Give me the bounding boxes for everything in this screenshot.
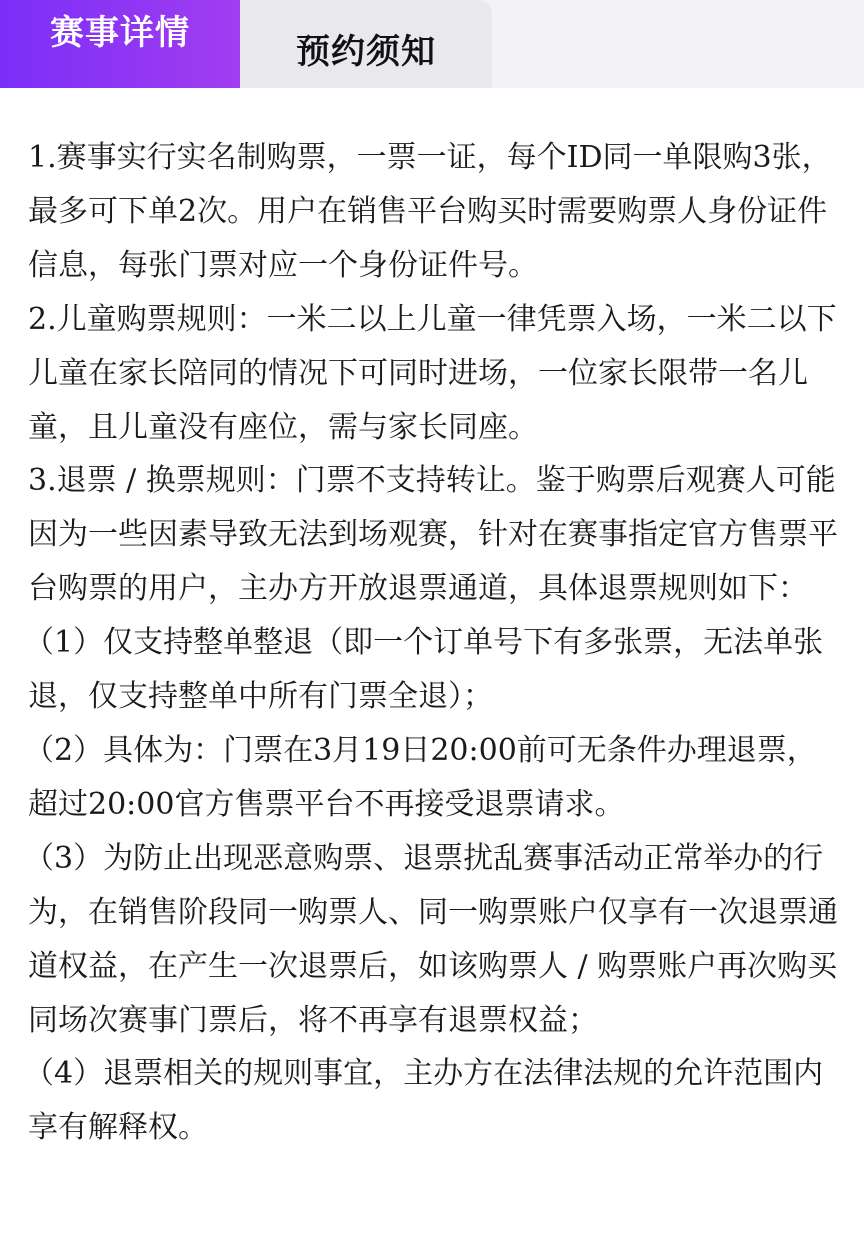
notice-refund-rule-4: （4）退票相关的规则事宜，主办方在法律法规的允许范围内享有解释权。: [24, 1056, 824, 1146]
tab-event-details[interactable]: [0, 0, 240, 88]
notice-refund-rule-2: （2）具体为：门票在3月19日20:00前可无条件办理退票，超过20:00官方售票平台不再接受退票请求。: [24, 732, 817, 822]
notice-paragraph-real-name: 1.赛事实行实名制购票，一票一证，每个ID同一单限购3张，最多可下单2次。用户在销售平台购买时需要购票人身份证件信息，每张门票对应一个身份证件号。: [28, 140, 832, 283]
notice-refund-rule-3: （3）为防止出现恶意购票、退票扰乱赛事活动正常举办的行为，在销售阶段同一购票人、同一购票账户仅享有一次退票通道权益，在产生一次退票后，如该购票人 / 购票账户再次购买同场次赛事门票后，将不再享有退票权益；: [24, 840, 838, 1038]
tab-bar: [0, 0, 864, 88]
notice-refund-rule-1: （1）仅支持整单整退（即一个订单号下有多张票，无法单张退，仅支持整单中所有门票全退）；: [24, 625, 824, 715]
tab-event-details-label: 赛事详情: [50, 12, 190, 53]
tab-booking-notice[interactable]: [240, 0, 492, 88]
notice-paragraph-refund: 3.退票 / 换票规则：门票不支持转让。鉴于购票后观赛人可能因为一些因素导致无法到场观赛，针对在赛事指定官方售票平台购票的用户，主办方开放退票通道，具体退票规则如下：: [28, 463, 838, 607]
notice-content: [24, 131, 840, 1155]
tab-booking-notice-label: 预约须知: [296, 31, 436, 72]
notice-paragraph-children: 2.儿童购票规则：一米二以上儿童一律凭票入场，一米二以下儿童在家长陪同的情况下可同时进场，一位家长限带一名儿童，且儿童没有座位，需与家长同座。: [28, 301, 837, 445]
